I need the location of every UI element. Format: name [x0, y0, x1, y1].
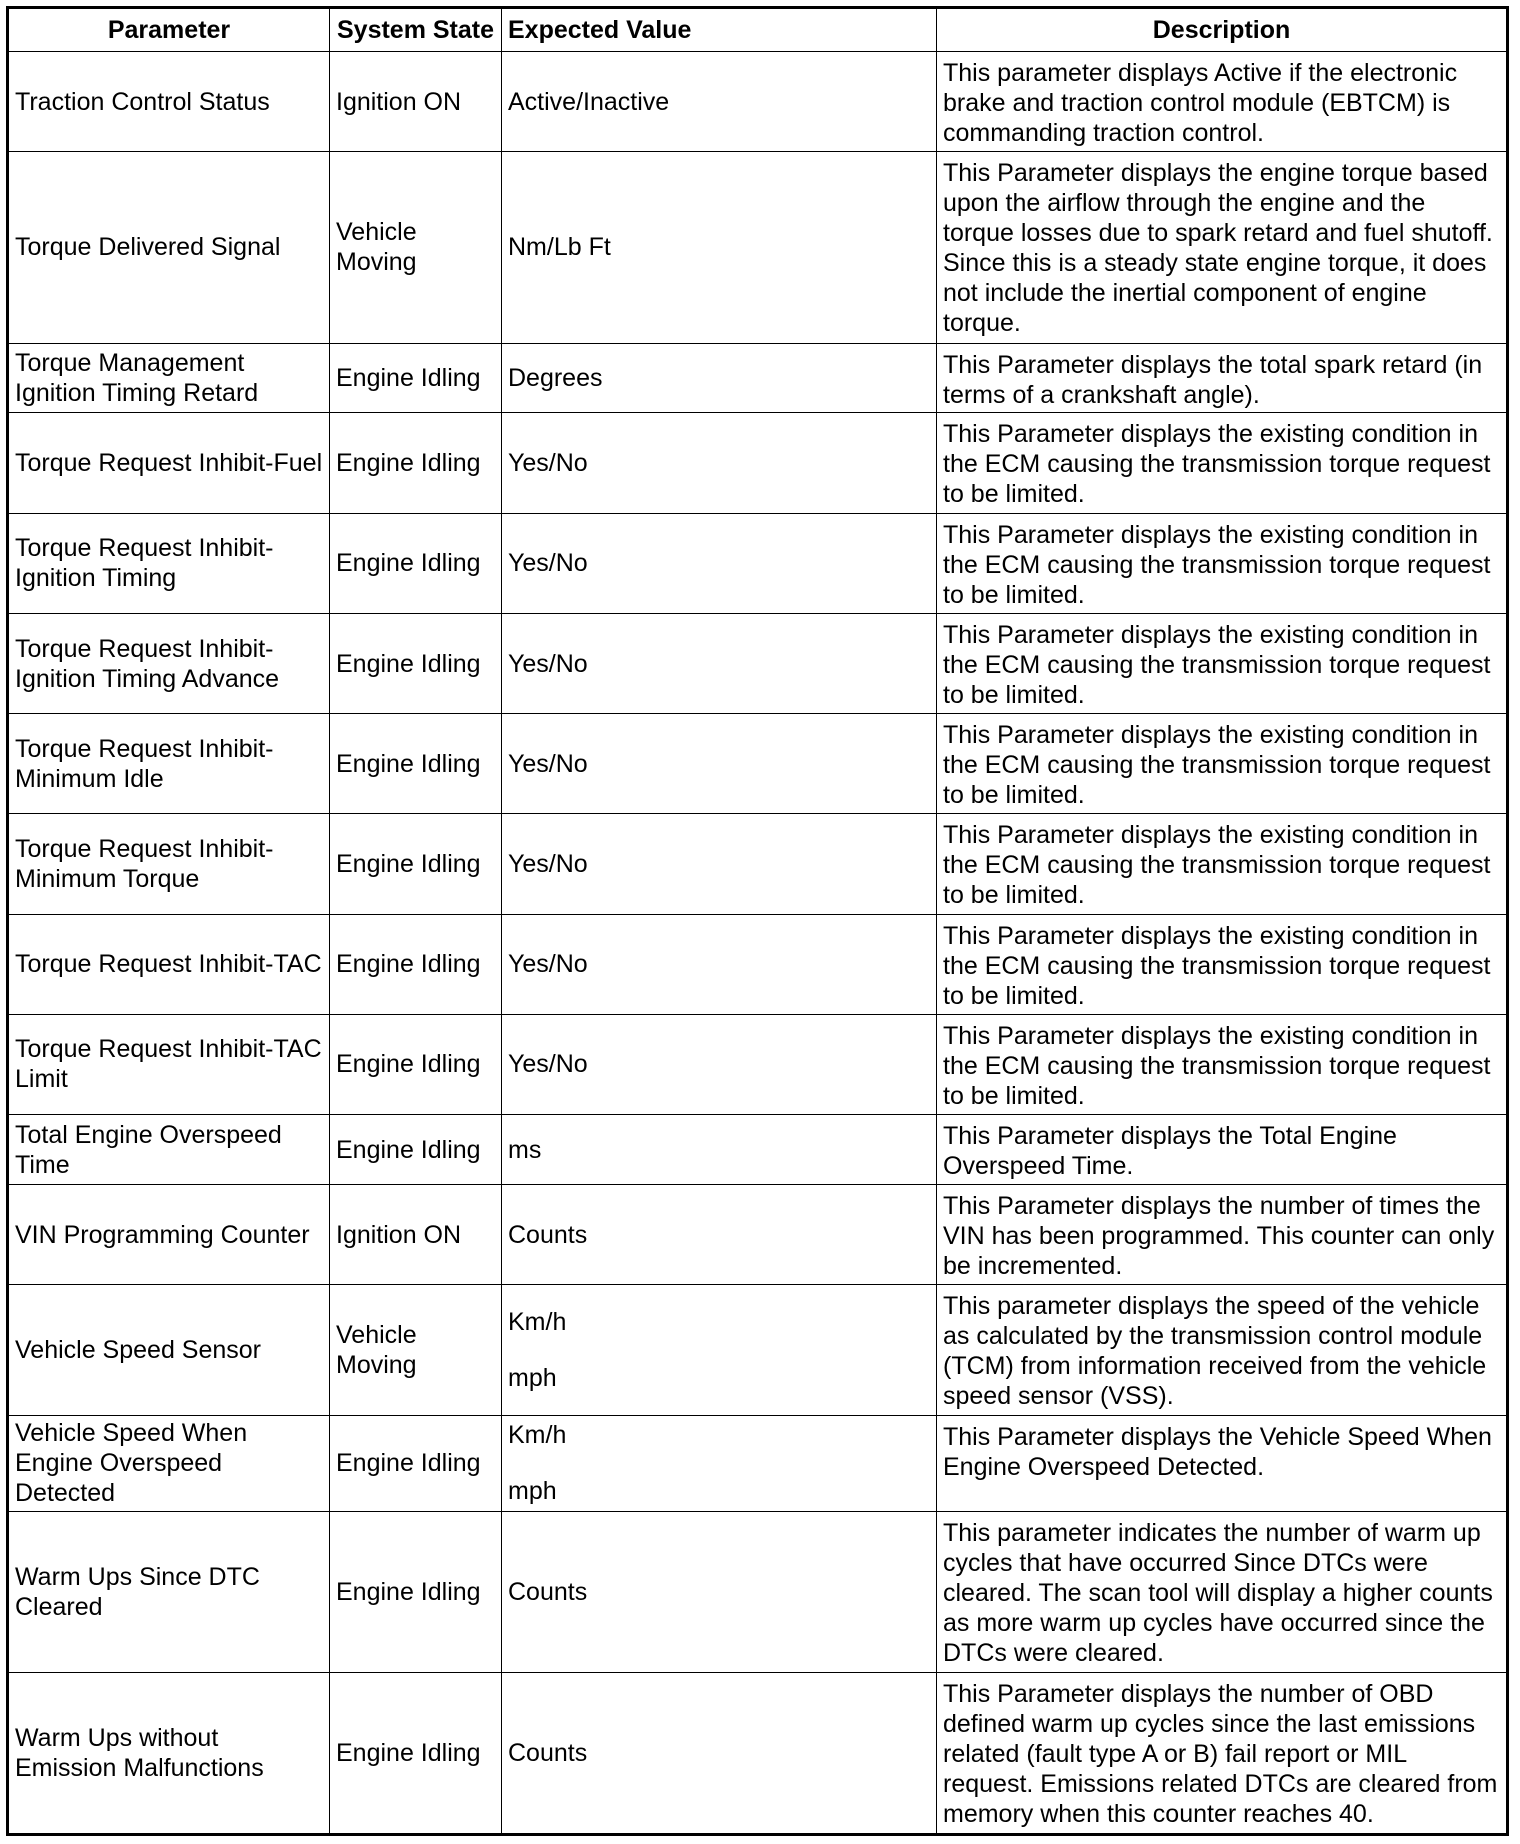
cell-expected-value [502, 513, 937, 613]
cell-description: This parameter displays the speed of the vehicle as calculated by the transmission control module (TCM) from information received from the vehicle speed sensor (VSS). [937, 1285, 1508, 1416]
cell-expected-value [502, 52, 937, 152]
table-row [8, 1014, 1508, 1114]
header-parameter: Parameter [8, 8, 330, 52]
table-row [8, 52, 1508, 152]
cell-expected-value [502, 714, 937, 814]
cell-parameter: Warm Ups without Emission Malfunctions [8, 1672, 330, 1834]
cell-system-state: Engine Idling [330, 1115, 502, 1185]
cell-expected-value [502, 1115, 937, 1185]
table-row [8, 1415, 1508, 1511]
expected-value-line: Yes/No [508, 749, 588, 778]
cell-system-state: Engine Idling [330, 914, 502, 1014]
cell-description: This parameter indicates the number of warm up cycles that have occurred Since DTCs were cleared. The scan tool will display a higher counts as more warm up cycles have occurred since the DTCs were cleared. [937, 1511, 1508, 1672]
expected-value-line: Yes/No [508, 850, 588, 878]
expected-value-line: ms [508, 1135, 542, 1164]
cell-description: This Parameter displays the existing condition in the ECM causing the transmission torque request to be limited. [937, 714, 1508, 814]
cell-description: This Parameter displays the existing condition in the ECM causing the transmission torque request to be limited. [937, 413, 1508, 513]
header-description: Description [937, 8, 1508, 52]
cell-parameter: Torque Request Inhibit-Ignition Timing [8, 513, 330, 613]
cell-system-state: Engine Idling [330, 1672, 502, 1834]
cell-expected-value [502, 152, 937, 343]
cell-system-state: Engine Idling [330, 613, 502, 713]
table-row [8, 914, 1508, 1014]
expected-value-line: Nm/Lb Ft [508, 233, 611, 262]
expected-value-line: Counts [508, 1220, 588, 1249]
cell-description: This Parameter displays the Vehicle Speed When Engine Overspeed Detected. [937, 1415, 1508, 1511]
header-system-state: System State [330, 8, 502, 52]
cell-parameter: Traction Control Status [8, 52, 330, 152]
cell-system-state: Engine Idling [330, 1014, 502, 1114]
expected-value-line: mph [508, 1363, 557, 1392]
table-row [8, 1115, 1508, 1185]
cell-description: This Parameter displays the number of times the VIN has been programmed. This counter can only be incremented. [937, 1184, 1508, 1284]
cell-parameter: VIN Programming Counter [8, 1184, 330, 1284]
cell-description: This Parameter displays the Total Engine Overspeed Time. [937, 1115, 1508, 1185]
cell-expected-value [502, 1511, 937, 1672]
cell-parameter: Torque Request Inhibit-TAC Limit [8, 1014, 330, 1114]
expected-value-line: Yes/No [508, 1050, 588, 1079]
expected-value-line: Counts [508, 1577, 588, 1606]
cell-system-state: Engine Idling [330, 814, 502, 914]
table-row [8, 613, 1508, 713]
cell-parameter: Total Engine Overspeed Time [8, 1115, 330, 1185]
cell-parameter: Torque Delivered Signal [8, 152, 330, 343]
parameter-table [6, 6, 1509, 1836]
table-row [8, 814, 1508, 914]
expected-value-line: Active/Inactive [508, 87, 670, 116]
expected-value-line: Yes/No [508, 449, 588, 478]
expected-value-line: Km/h [508, 1307, 567, 1336]
cell-expected-value [502, 1285, 937, 1416]
cell-system-state: Ignition ON [330, 52, 502, 152]
cell-system-state: Vehicle Moving [330, 152, 502, 343]
cell-expected-value [502, 1184, 937, 1284]
cell-parameter: Vehicle Speed Sensor [8, 1285, 330, 1416]
cell-description: This Parameter displays the engine torque based upon the airflow through the engine and the torque losses due to spark retard and fuel shutoff. Since this is a steady state engine torque, it does not include the inertial component of engine torque. [937, 152, 1508, 343]
cell-parameter: Torque Request Inhibit-Minimum Torque [8, 814, 330, 914]
table-row [8, 513, 1508, 613]
table-row [8, 413, 1508, 513]
cell-expected-value [502, 613, 937, 713]
cell-system-state: Engine Idling [330, 413, 502, 513]
cell-description: This Parameter displays the total spark retard (in terms of a crankshaft angle). [937, 343, 1508, 413]
cell-system-state: Engine Idling [330, 343, 502, 413]
cell-system-state: Engine Idling [330, 714, 502, 814]
table-row [8, 1511, 1508, 1672]
cell-system-state: Engine Idling [330, 1511, 502, 1672]
expected-value-line: Degrees [508, 364, 603, 393]
cell-expected-value [502, 413, 937, 513]
expected-value-line: Km/h [508, 1421, 567, 1450]
cell-description: This Parameter displays the existing condition in the ECM causing the transmission torque request to be limited. [937, 613, 1508, 713]
cell-parameter: Torque Request Inhibit-TAC [8, 914, 330, 1014]
expected-value-line: Yes/No [508, 649, 588, 678]
cell-description: This Parameter displays the number of OBD defined warm up cycles since the last emissions related (fault type A or B) fail report or MIL request. Emissions related DTCs are cleared from memory when this counter reaches 40. [937, 1672, 1508, 1834]
cell-system-state: Ignition ON [330, 1184, 502, 1284]
cell-expected-value [502, 914, 937, 1014]
cell-expected-value [502, 814, 937, 914]
expected-value-line: Counts [508, 1738, 588, 1767]
table-row [8, 343, 1508, 413]
cell-parameter: Torque Request Inhibit-Minimum Idle [8, 714, 330, 814]
expected-value-line: Yes/No [508, 950, 588, 979]
table-row [8, 1672, 1508, 1834]
table-body [8, 52, 1508, 1835]
cell-expected-value [502, 1415, 937, 1511]
cell-description: This Parameter displays the existing condition in the ECM causing the transmission torque request to be limited. [937, 814, 1508, 914]
cell-description: This parameter displays Active if the electronic brake and traction control module (EBTCM) is commanding traction control. [937, 52, 1508, 152]
cell-system-state: Engine Idling [330, 513, 502, 613]
table-row [8, 1285, 1508, 1416]
cell-parameter: Torque Management Ignition Timing Retard [8, 343, 330, 413]
cell-system-state: Engine Idling [330, 1415, 502, 1511]
cell-description: This Parameter displays the existing condition in the ECM causing the transmission torque request to be limited. [937, 513, 1508, 613]
cell-description: This Parameter displays the existing condition in the ECM causing the transmission torque request to be limited. [937, 914, 1508, 1014]
table-row [8, 714, 1508, 814]
expected-value-line: Yes/No [508, 549, 588, 578]
expected-value-line: mph [508, 1477, 557, 1506]
cell-description: This Parameter displays the existing condition in the ECM causing the transmission torque request to be limited. [937, 1014, 1508, 1114]
cell-expected-value [502, 343, 937, 413]
cell-parameter: Warm Ups Since DTC Cleared [8, 1511, 330, 1672]
cell-parameter: Vehicle Speed When Engine Overspeed Detected [8, 1415, 330, 1511]
header-row [8, 8, 1508, 52]
cell-parameter: Torque Request Inhibit-Fuel [8, 413, 330, 513]
cell-expected-value [502, 1014, 937, 1114]
cell-system-state: Vehicle Moving [330, 1285, 502, 1416]
header-expected-value: Expected Value [502, 8, 937, 52]
cell-parameter: Torque Request Inhibit-Ignition Timing Advance [8, 613, 330, 713]
cell-expected-value [502, 1672, 937, 1834]
table-row [8, 1184, 1508, 1284]
table-row [8, 152, 1508, 343]
